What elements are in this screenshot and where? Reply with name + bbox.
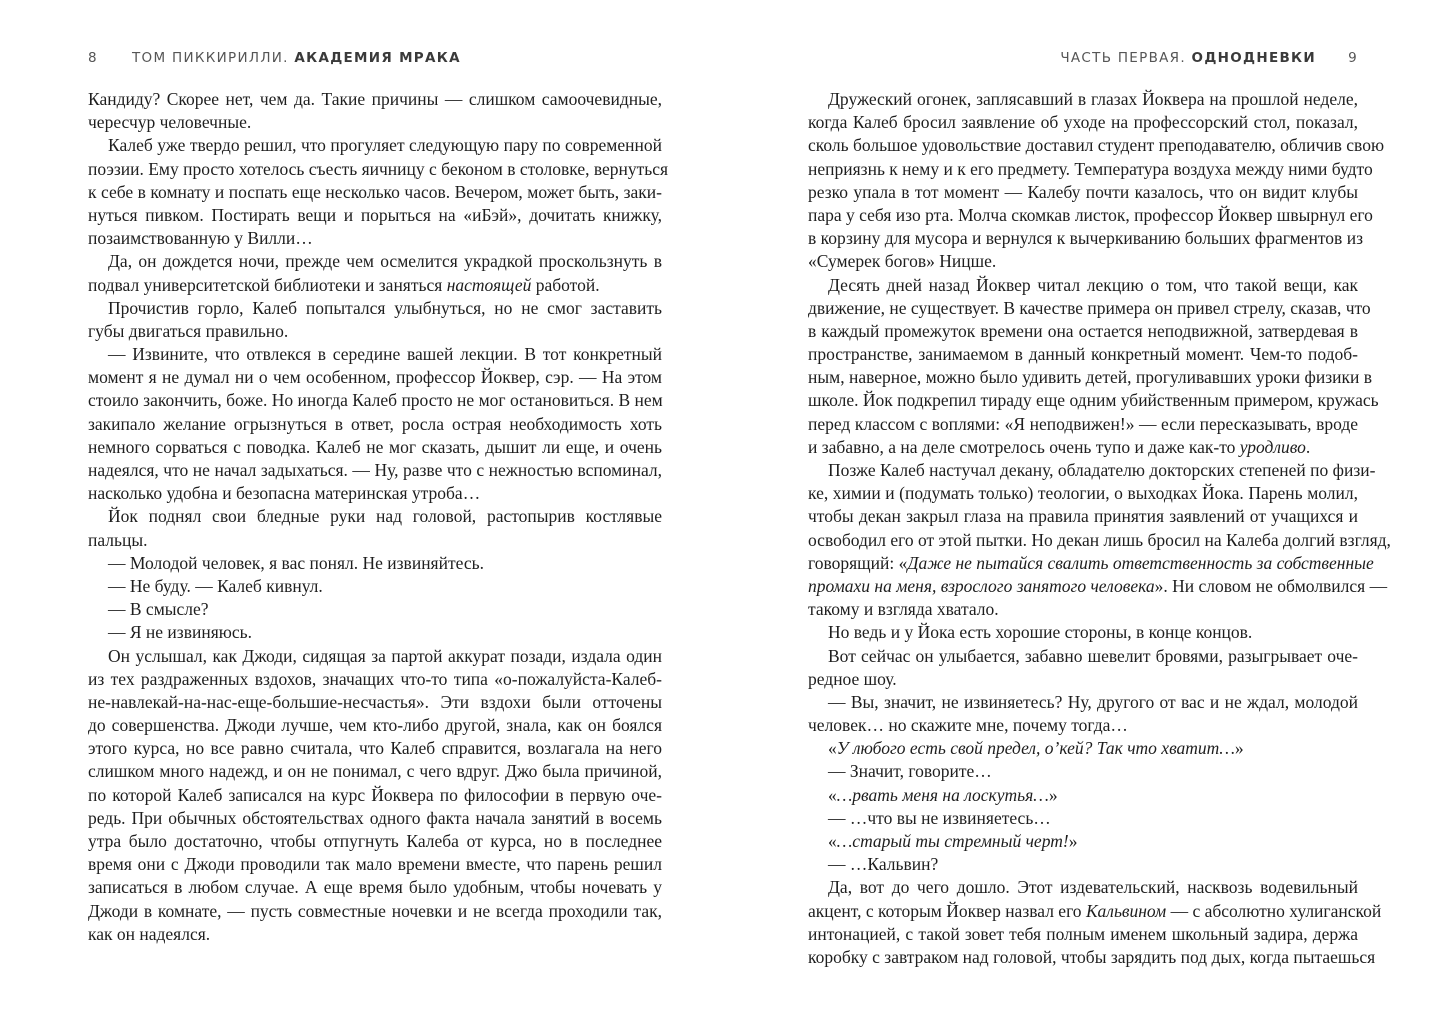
text-line xyxy=(88,297,662,320)
text-line xyxy=(808,134,1385,157)
italic-run: …рвать меня на лоскутья… xyxy=(836,784,1049,805)
text-run: чтобы декан закрыл глаза на правила принятия заявлений от учащихся и xyxy=(808,506,1358,527)
text-run: утра было достаточно, чтобы отпугнуть Калеба от курса, но в последнее xyxy=(88,831,662,851)
text-line xyxy=(88,784,662,807)
text-run: и забавно, а на деле смотрелось очень тупо и даже как-то xyxy=(808,436,1240,457)
text-run: . xyxy=(1305,436,1311,457)
left-page-number: 8 xyxy=(88,50,98,66)
text-line xyxy=(88,807,662,830)
text-run: ным, наверное, можно было удивить детей, прогуливавших уроки физики в xyxy=(808,367,1372,388)
text-run: из тех раздраженных вздохов, значащих что-то типа «о-пожалуйста-Калеб- xyxy=(88,668,662,689)
text-line xyxy=(88,181,662,204)
right-running-header xyxy=(722,50,1358,72)
text-line xyxy=(808,598,1358,621)
text-run: школе. Йок подкрепил тираду еще одним убийственным примером, кружась xyxy=(808,390,1379,411)
text-run: Прочистив горло, Калеб попытался улыбнуться, но не смог заставить xyxy=(108,297,662,318)
text-run: — …что вы не извиняетесь… xyxy=(828,807,1051,828)
text-line xyxy=(808,181,1358,204)
text-line xyxy=(808,830,1358,853)
text-line xyxy=(88,320,662,343)
text-run: « xyxy=(828,784,837,805)
text-line xyxy=(808,853,1358,876)
text-line xyxy=(88,830,662,853)
text-line xyxy=(808,807,1358,830)
text-line xyxy=(88,158,669,181)
text-run: Калеб уже твердо решил, что прогуляет следующую пару по современной xyxy=(108,135,662,156)
text-run: к себе в комнату и поспать еще несколько часов. Вечером, может быть, заки- xyxy=(88,181,662,202)
text-run: « xyxy=(828,738,837,759)
text-run: Он услышал, как Джоди, сидящая за партой аккурат позади, издала один xyxy=(108,645,662,666)
text-line xyxy=(88,413,662,436)
text-run: — с абсолютно хулиганской xyxy=(1166,900,1382,921)
right-body-text xyxy=(808,88,1391,969)
text-run: подвал университетской библиотеки и заняться xyxy=(88,274,447,295)
left-header-text xyxy=(132,50,461,66)
text-line xyxy=(88,691,662,714)
text-run: насколько удобна и безопасна материнская утроба… xyxy=(88,483,481,504)
text-run: акцент, с которым Йоквер назвал его xyxy=(808,900,1086,921)
text-line xyxy=(88,760,662,783)
text-run: позаимствованную у Вилли… xyxy=(88,228,313,249)
text-line xyxy=(88,343,662,366)
text-run: — Извините, что отвлекся в середине вашей лекции. В тот конкретный xyxy=(108,344,662,365)
text-run: Да, он дождется ночи, прежде чем осмелится украдкой проскользнуть в xyxy=(108,251,662,272)
text-run: коробку с завтраком над головой, чтобы зарядить под дых, когда пытаешься xyxy=(808,946,1376,967)
text-run: пара у себя изо рта. Молча скомкав листок, профессор Йоквер швырнул его xyxy=(808,204,1373,225)
text-line xyxy=(808,876,1358,899)
text-run: — Значит, говорите… xyxy=(828,761,992,782)
text-line xyxy=(808,158,1373,181)
text-run: резко упала в тот момент — Калебу почти казалось, что он видит клубы xyxy=(808,181,1358,202)
header-part: ЧАСТЬ ПЕРВАЯ. xyxy=(1060,50,1186,66)
text-run: когда Калеб бросил заявление об уходе на профессорский стол, показал, xyxy=(808,112,1358,133)
text-line xyxy=(88,482,662,505)
text-run: как он надеялся. xyxy=(88,923,211,944)
text-line xyxy=(808,946,1376,969)
text-run: человек… но скажите мне, почему тогда… xyxy=(808,715,1128,736)
text-run: пальцы. xyxy=(88,529,148,550)
text-line xyxy=(808,88,1358,111)
text-run: Да, вот до чего дошло. Этот издевательский, насквозь водевильный xyxy=(828,877,1358,898)
text-line xyxy=(808,343,1358,366)
italic-run: промахи на меня, взрослого занятого человека xyxy=(808,575,1155,596)
text-run: — Я не извиняюсь. xyxy=(108,622,252,643)
text-run: » xyxy=(1234,738,1244,759)
text-run: интонацией, с такой зовет тебя полным именем школьный задира, держа xyxy=(808,923,1358,944)
text-run: говорящий: « xyxy=(808,552,908,573)
text-line xyxy=(88,88,662,111)
text-line xyxy=(88,598,662,621)
text-run: немного сорваться с поводка. Калеб не мог сказать, дышит ли еще, и очень xyxy=(88,436,662,457)
text-line xyxy=(88,227,662,250)
text-line xyxy=(808,389,1379,412)
text-line xyxy=(808,366,1372,389)
text-line xyxy=(808,691,1358,714)
left-page xyxy=(0,0,722,1033)
text-run: момент я не думал ни о чем особенном, профессор Йоквер, сэр. — На этом xyxy=(88,367,662,388)
text-line xyxy=(88,366,662,389)
text-run: — Молодой человек, я вас понял. Не извиняйтесь. xyxy=(108,552,484,573)
text-run: в каждый промежуток времени она остается неподвижной, затвердевая в xyxy=(808,320,1358,341)
text-line xyxy=(808,784,1358,807)
text-line xyxy=(808,482,1358,505)
text-line xyxy=(808,645,1358,668)
text-run: такому и взгляда хватало. xyxy=(808,599,999,620)
text-run: Но ведь и у Йока есть хорошие стороны, в конце концов. xyxy=(828,622,1253,643)
header-author: ТОМ ПИККИРИЛЛИ. xyxy=(132,50,289,66)
text-line xyxy=(808,111,1358,134)
header-book-title: АКАДЕМИЯ МРАКА xyxy=(294,50,461,66)
text-line xyxy=(808,250,1358,273)
text-line xyxy=(808,320,1358,343)
text-run: в корзину для мусора и вернулся к вычеркиванию больших фрагментов из xyxy=(808,228,1363,249)
text-run: Позже Калеб настучал декану, обладателю докторских степеней по физи- xyxy=(828,460,1376,480)
left-body-text xyxy=(88,88,669,946)
text-line xyxy=(808,621,1358,644)
text-run: этого курса, но все равно считала, что Калеб справится, возлагала на него xyxy=(88,738,662,759)
right-header-text xyxy=(1060,50,1316,66)
text-run: не-навлекай-на-нас-еще-большие-несчастья». Эти вздохи были отточены xyxy=(88,691,662,712)
text-line xyxy=(88,853,662,876)
text-run: записаться в любом случае. А еще время было удобным, чтобы ночевать у xyxy=(88,877,662,898)
text-line xyxy=(808,760,1358,783)
text-run: Джоди в комнате, — пусть совместные ночевки и не всегда проходили так, xyxy=(88,900,662,921)
text-run: сколь большое удовольствие доставил студент преподавателю, обличив свою xyxy=(808,135,1385,156)
text-run: по которой Калеб записался на курс Йоквера по философии в первую оче- xyxy=(88,784,662,805)
text-line xyxy=(88,900,662,923)
text-line xyxy=(808,227,1363,250)
text-line xyxy=(88,459,662,482)
text-run: ». Ни словом не обмолвился — xyxy=(1154,575,1388,596)
italic-run: …старый ты стремный черт! xyxy=(836,831,1069,851)
text-run: пространстве, занимаемом в данный конкретный момент. Чем-то подоб- xyxy=(808,344,1358,365)
text-line xyxy=(808,297,1371,320)
text-line xyxy=(88,250,662,273)
text-run: — В смысле? xyxy=(108,599,209,620)
text-run: неприязнь к нему и к его предмету. Температура воздуха между ними будто xyxy=(808,158,1373,179)
text-line xyxy=(808,923,1358,946)
italic-run: настоящей xyxy=(446,274,532,295)
text-line xyxy=(88,668,662,691)
right-page xyxy=(722,0,1445,1033)
text-line xyxy=(808,436,1358,459)
italic-run: уродливо xyxy=(1239,436,1306,457)
text-run: Йок поднял свои бледные руки над головой, растопырив костлявые xyxy=(108,506,662,527)
text-run: губы двигаться правильно. xyxy=(88,320,289,341)
text-line xyxy=(88,737,662,760)
left-running-header xyxy=(88,50,648,72)
text-line xyxy=(808,204,1373,227)
text-line xyxy=(88,111,662,134)
text-line xyxy=(808,714,1358,737)
text-line xyxy=(808,505,1358,528)
text-line xyxy=(808,575,1388,598)
text-run: нуться пивком. Постирать вещи и порыться на «иБэй», дочитать книжку, xyxy=(88,204,662,225)
text-run: «Сумерек богов» Ницше. xyxy=(808,251,997,272)
text-run: — Вы, значит, не извиняетесь? Ну, другого от вас и не ждал, молодой xyxy=(828,691,1358,712)
text-line xyxy=(88,529,662,552)
text-run: » xyxy=(1048,784,1058,805)
text-line xyxy=(88,714,662,737)
text-line xyxy=(808,552,1374,575)
text-line xyxy=(808,900,1382,923)
text-run: поэзии. Ему просто хотелось съесть яичницу с беконом в столовке, вернуться xyxy=(88,158,669,179)
text-line xyxy=(808,274,1358,297)
text-line xyxy=(88,923,662,946)
text-line xyxy=(88,389,662,412)
text-run: слишком много надежд, и он не понимал, с чего вдруг. Джо была причиной, xyxy=(88,761,662,782)
text-line xyxy=(88,436,662,459)
text-run: редное шоу. xyxy=(808,668,897,689)
text-run: — Не буду. — Калеб кивнул. xyxy=(108,575,323,596)
text-run: Десять дней назад Йоквер читал лекцию о том, что такой вещи, как xyxy=(828,274,1358,295)
text-line xyxy=(88,552,662,575)
text-run: ке, химии и (подумать только) теологии, о выходках Йока. Парень молил, xyxy=(808,483,1358,504)
text-run: надеялся, что не начал задыхаться. — Ну, разве что с нежностью вспоминал, xyxy=(88,460,662,480)
text-run: Кандиду? Скорее нет, чем да. Такие причины — слишком самоочевидные, xyxy=(88,89,662,109)
text-run: « xyxy=(828,831,837,851)
text-run: чересчур человечные. xyxy=(88,112,252,133)
text-line xyxy=(808,529,1391,552)
text-line xyxy=(88,204,662,227)
text-run: Дружеский огонек, заплясавший в глазах Йоквера на прошлой неделе, xyxy=(828,89,1358,109)
text-run: Вот сейчас он улыбается, забавно шевелит бровями, разыгрывает оче- xyxy=(828,645,1358,666)
text-run: движение, не существует. В качестве примера он привел стрелу, сказав, что xyxy=(808,297,1371,318)
text-line xyxy=(88,575,662,598)
italic-run: Даже не пытайся свалить ответственность за собственные xyxy=(907,552,1374,573)
italic-run: Кальвином xyxy=(1085,900,1167,921)
text-run: освободил его от этой пытки. Но декан лишь бросил на Калеба долгий взгляд, xyxy=(808,529,1391,550)
text-line xyxy=(808,668,1358,691)
text-line xyxy=(88,134,662,157)
text-run: стоило закончить, боже. Но иногда Калеб просто не мог остановиться. В нем xyxy=(88,390,663,411)
italic-run: У любого есть свой предел, о’кей? Так что хватит… xyxy=(836,738,1235,759)
header-chapter-title: ОДНОДНЕВКИ xyxy=(1191,50,1316,66)
right-page-number: 9 xyxy=(1348,50,1358,66)
text-run: работой. xyxy=(531,274,600,295)
text-run: закипало желание огрызнуться в ответ, росла острая необходимость хоть xyxy=(88,413,662,434)
text-line xyxy=(808,413,1358,436)
text-run: до совершенства. Джоди лучше, чем кто-либо другой, знала, как он боялся xyxy=(88,715,662,736)
text-line xyxy=(88,621,662,644)
text-line xyxy=(88,274,662,297)
text-line xyxy=(808,737,1358,760)
text-line xyxy=(88,645,662,668)
text-run: — …Кальвин? xyxy=(828,854,939,875)
text-run: время они с Джоди проводили так мало времени вместе, что парень решил xyxy=(88,854,662,875)
text-line xyxy=(808,459,1376,482)
text-run: перед классом с воплями: «Я неподвижен!» — если пересказывать, вроде xyxy=(808,413,1358,434)
text-line xyxy=(88,876,662,899)
text-run: » xyxy=(1068,831,1078,851)
text-run: редь. При обычных обстоятельствах одного факта начала занятий в восемь xyxy=(88,807,662,828)
text-line xyxy=(88,505,662,528)
